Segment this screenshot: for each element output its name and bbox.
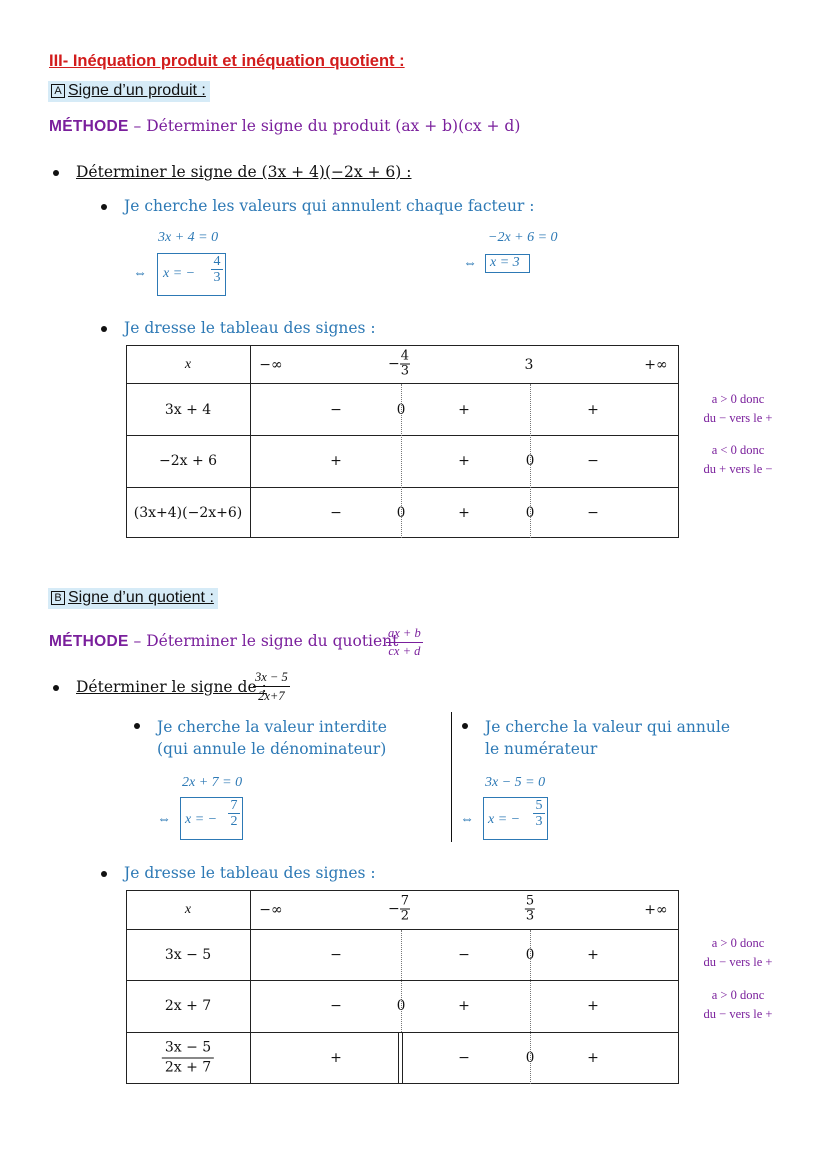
row-label: 3x − 5 — [164, 947, 212, 963]
forbidden-value-bar — [398, 1033, 403, 1084]
sign-cell: + — [587, 947, 599, 963]
sign-cell: + — [587, 402, 599, 418]
sign-cell: + — [458, 402, 470, 418]
bullet — [101, 871, 107, 877]
table-rule — [126, 435, 679, 436]
bullet — [53, 170, 59, 176]
sign-cell: + — [458, 998, 470, 1014]
part-a-eq2: −2x + 6 = 0 — [488, 230, 558, 245]
table-rule — [126, 980, 679, 981]
zero-mark: 0 — [396, 505, 406, 521]
part-b-right-step: Je cherche la valeur qui annule le numérateur — [485, 718, 731, 758]
bullet — [101, 326, 107, 332]
table-minus-infinity: −∞ — [259, 357, 283, 373]
zero-mark: 0 — [525, 1050, 535, 1066]
method-text: – Déterminer le signe du quotient — [133, 632, 399, 650]
part-b-letter: B — [51, 591, 65, 605]
table-rule — [126, 383, 679, 384]
row-label: $\frac{3x - 5}{2x + 7}$ — [162, 1039, 214, 1078]
table-root-1: − $\frac{4}{3}$ — [387, 348, 410, 379]
table-plus-infinity: +∞ — [644, 357, 668, 373]
table-rule — [126, 929, 679, 930]
task-fraction: 3x − 5 2x+7 — [255, 670, 288, 703]
sign-cell: + — [458, 453, 470, 469]
sign-cell: − — [330, 402, 342, 418]
method-word: MÉTHODE — [49, 118, 129, 135]
part-a-method — [49, 117, 520, 136]
table-plus-infinity: +∞ — [644, 902, 668, 918]
table-x-label: x — [184, 357, 192, 372]
row-label: 2x + 7 — [164, 998, 212, 1014]
part-a-eq2-solution: x = 3 — [490, 255, 520, 270]
row-label: −2x + 6 — [158, 453, 218, 469]
table-rule — [250, 890, 251, 1084]
sign-cell: − — [587, 505, 599, 521]
zero-mark: 0 — [525, 947, 535, 963]
part-b-heading-text: Signe d’un quotient : — [68, 589, 214, 606]
bullet — [53, 685, 59, 691]
part-b-eq2-solution: x = − — [488, 812, 521, 827]
bullet — [462, 723, 468, 729]
part-a-step2: Je dresse le tableau des signes : — [124, 319, 376, 337]
table-note: a > 0 donc du − vers le + — [703, 988, 773, 1021]
part-a-letter: A — [51, 84, 65, 98]
sign-cell: − — [458, 947, 470, 963]
part-a-heading-text: Signe d’un produit : — [68, 82, 206, 99]
table-root-2: $\frac{5}{3}$ — [525, 893, 535, 924]
table-note: a > 0 donc du − vers le + — [703, 392, 773, 425]
table-note: a > 0 donc du − vers le + — [703, 936, 773, 969]
zero-mark: 0 — [525, 453, 535, 469]
part-b-step2: Je dresse le tableau des signes : — [124, 864, 376, 882]
table-note: a < 0 donc du + vers le − — [703, 443, 773, 476]
equivalence-symbol: ⇔ — [460, 812, 474, 827]
method-word: MÉTHODE — [49, 633, 129, 650]
part-a-step1: Je cherche les valeurs qui annulent chaque facteur : — [124, 197, 535, 215]
dotted-line — [401, 930, 402, 1032]
table-root-1: − $\frac{7}{2}$ — [387, 893, 410, 924]
part-b-eq1: 2x + 7 = 0 — [182, 775, 243, 790]
sign-cell: − — [330, 998, 342, 1014]
part-a-task: Déterminer le signe de (3x + 4)(−2x + 6) : — [76, 163, 412, 181]
sign-cell: − — [330, 505, 342, 521]
part-b-eq2: 3x − 5 = 0 — [485, 775, 546, 790]
zero-mark: 0 — [396, 402, 406, 418]
table-root-2: 3 — [524, 357, 534, 373]
equivalence-symbol: ⇔ — [157, 812, 171, 827]
column-divider — [451, 712, 452, 842]
sign-cell: − — [330, 947, 342, 963]
sign-cell: + — [458, 505, 470, 521]
method-text: – Déterminer le signe du produit (ax + b)(cx + d) — [133, 117, 521, 135]
equivalence-symbol: ⇔ — [133, 266, 147, 281]
sign-cell: − — [587, 453, 599, 469]
bullet — [101, 204, 107, 210]
row-label: 3x + 4 — [164, 402, 212, 418]
table-x-label: x — [184, 902, 192, 917]
table-rule — [126, 487, 679, 488]
table-minus-infinity: −∞ — [259, 902, 283, 918]
part-b-eq2-fraction: 5 3 — [533, 798, 545, 829]
table-rule — [250, 345, 251, 538]
part-b-eq1-fraction: 7 2 — [228, 798, 240, 829]
part-b-heading — [48, 588, 218, 609]
part-b-method — [49, 632, 398, 651]
sign-cell: + — [587, 998, 599, 1014]
part-a-eq1-fraction: 4 3 — [211, 254, 223, 285]
part-a-eq1: 3x + 4 = 0 — [158, 230, 219, 245]
section-title: III- Inéquation produit et inéquation quotient : — [49, 52, 405, 70]
part-b-eq1-solution: x = − — [185, 812, 218, 827]
zero-mark: 0 — [396, 998, 406, 1014]
zero-mark: 0 — [525, 505, 535, 521]
method-fraction: ax + b cx + d — [388, 626, 421, 658]
sign-cell: + — [330, 453, 342, 469]
part-a-heading — [48, 81, 210, 102]
part-b-task: Déterminer le signe de : — [76, 678, 267, 696]
equivalence-symbol: ⇔ — [463, 256, 477, 271]
sign-cell: − — [458, 1050, 470, 1066]
part-b-left-step: Je cherche la valeur interdite (qui annule le dénominateur) — [157, 718, 387, 758]
row-label: (3x+4)(−2x+6) — [133, 505, 243, 521]
bullet — [134, 723, 140, 729]
sign-cell: + — [330, 1050, 342, 1066]
sign-cell: + — [587, 1050, 599, 1066]
part-a-eq1-solution: x = − — [163, 266, 196, 281]
